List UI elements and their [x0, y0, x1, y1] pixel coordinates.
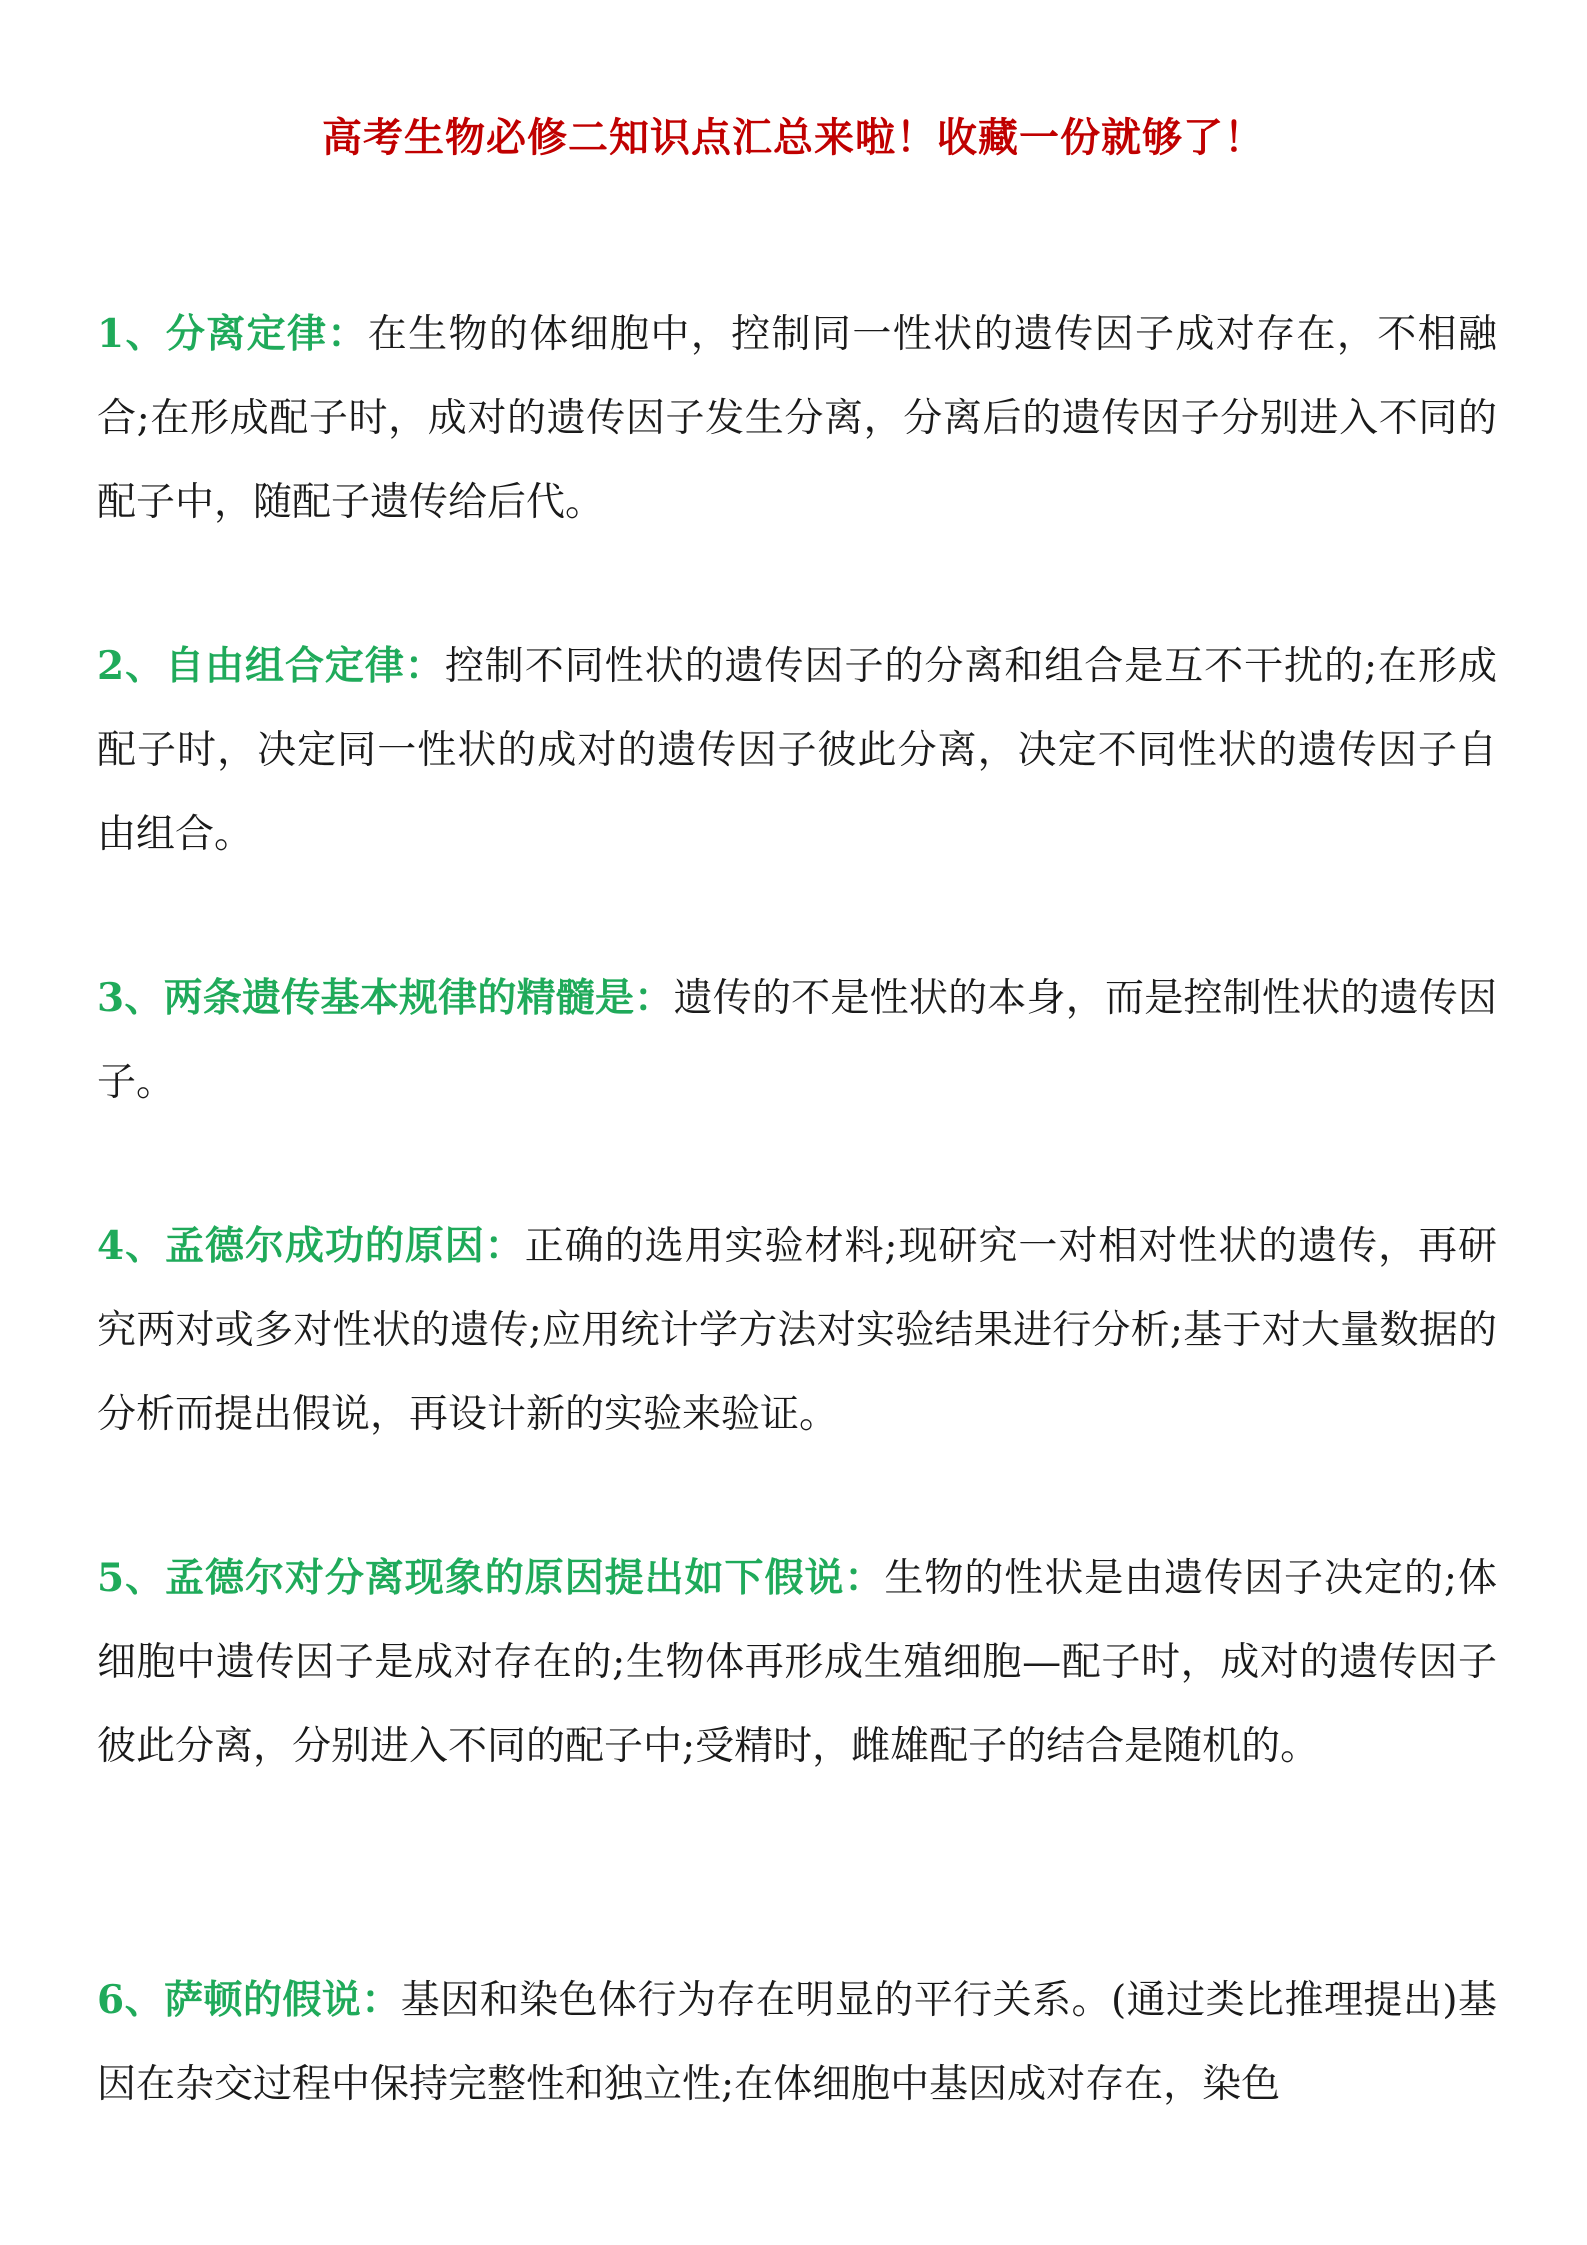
knowledge-point-text: 在生物的体细胞中，控制同一性状的遗传因子成对存在，不相融合;在形成配子时，成对的遗传因子发生分离，分离后的遗传因子分别进入不同的配子中，随配子遗传给后代。 [97, 312, 1497, 525]
knowledge-point-label: 4、孟德尔成功的原因： [97, 1223, 525, 1269]
knowledge-point-1 [97, 292, 1497, 545]
knowledge-point-label: 5、孟德尔对分离现象的原因提出如下假说： [97, 1555, 885, 1601]
page-title: 高考生物必修二知识点汇总来啦！收藏一份就够了！ [322, 115, 1265, 161]
knowledge-point-4 [97, 1204, 1497, 1457]
knowledge-point-text: 基因和染色体行为存在明显的平行关系。(通过类比推理提出)基因在杂交过程中保持完整性和独立性;在体细胞中基因成对存在，染色 [97, 1978, 1498, 2107]
knowledge-point-2 [97, 624, 1497, 877]
knowledge-point-3 [97, 956, 1497, 1125]
knowledge-point-text: 遗传的不是性状的本身，而是控制性状的遗传因子。 [97, 976, 1497, 1105]
knowledge-point-label: 6、萨顿的假说： [97, 1977, 401, 2023]
knowledge-point-label: 1、分离定律： [97, 311, 368, 357]
knowledge-point-text: 正确的选用实验材料;现研究一对相对性状的遗传，再研究两对或多对性状的遗传;应用统计学方法对实验结果进行分析;基于对大量数据的分析而提出假说，再设计新的实验来验证。 [97, 1224, 1497, 1437]
knowledge-point-text: 生物的性状是由遗传因子决定的;体细胞中遗传因子是成对存在的;生物体再形成生殖细胞—配子时，成对的遗传因子彼此分离，分别进入不同的配子中;受精时，雌雄配子的结合是随机的。 [97, 1556, 1498, 1769]
knowledge-point-label: 3、两条遗传基本规律的精髓是： [97, 975, 674, 1021]
knowledge-point-5 [97, 1536, 1497, 1789]
knowledge-point-text: 控制不同性状的遗传因子的分离和组合是互不干扰的;在形成配子时，决定同一性状的成对的遗传因子彼此分离，决定不同性状的遗传因子自由组合。 [97, 644, 1498, 857]
knowledge-point-label: 2、自由组合定律： [97, 643, 445, 689]
knowledge-point-6 [97, 1958, 1497, 2127]
